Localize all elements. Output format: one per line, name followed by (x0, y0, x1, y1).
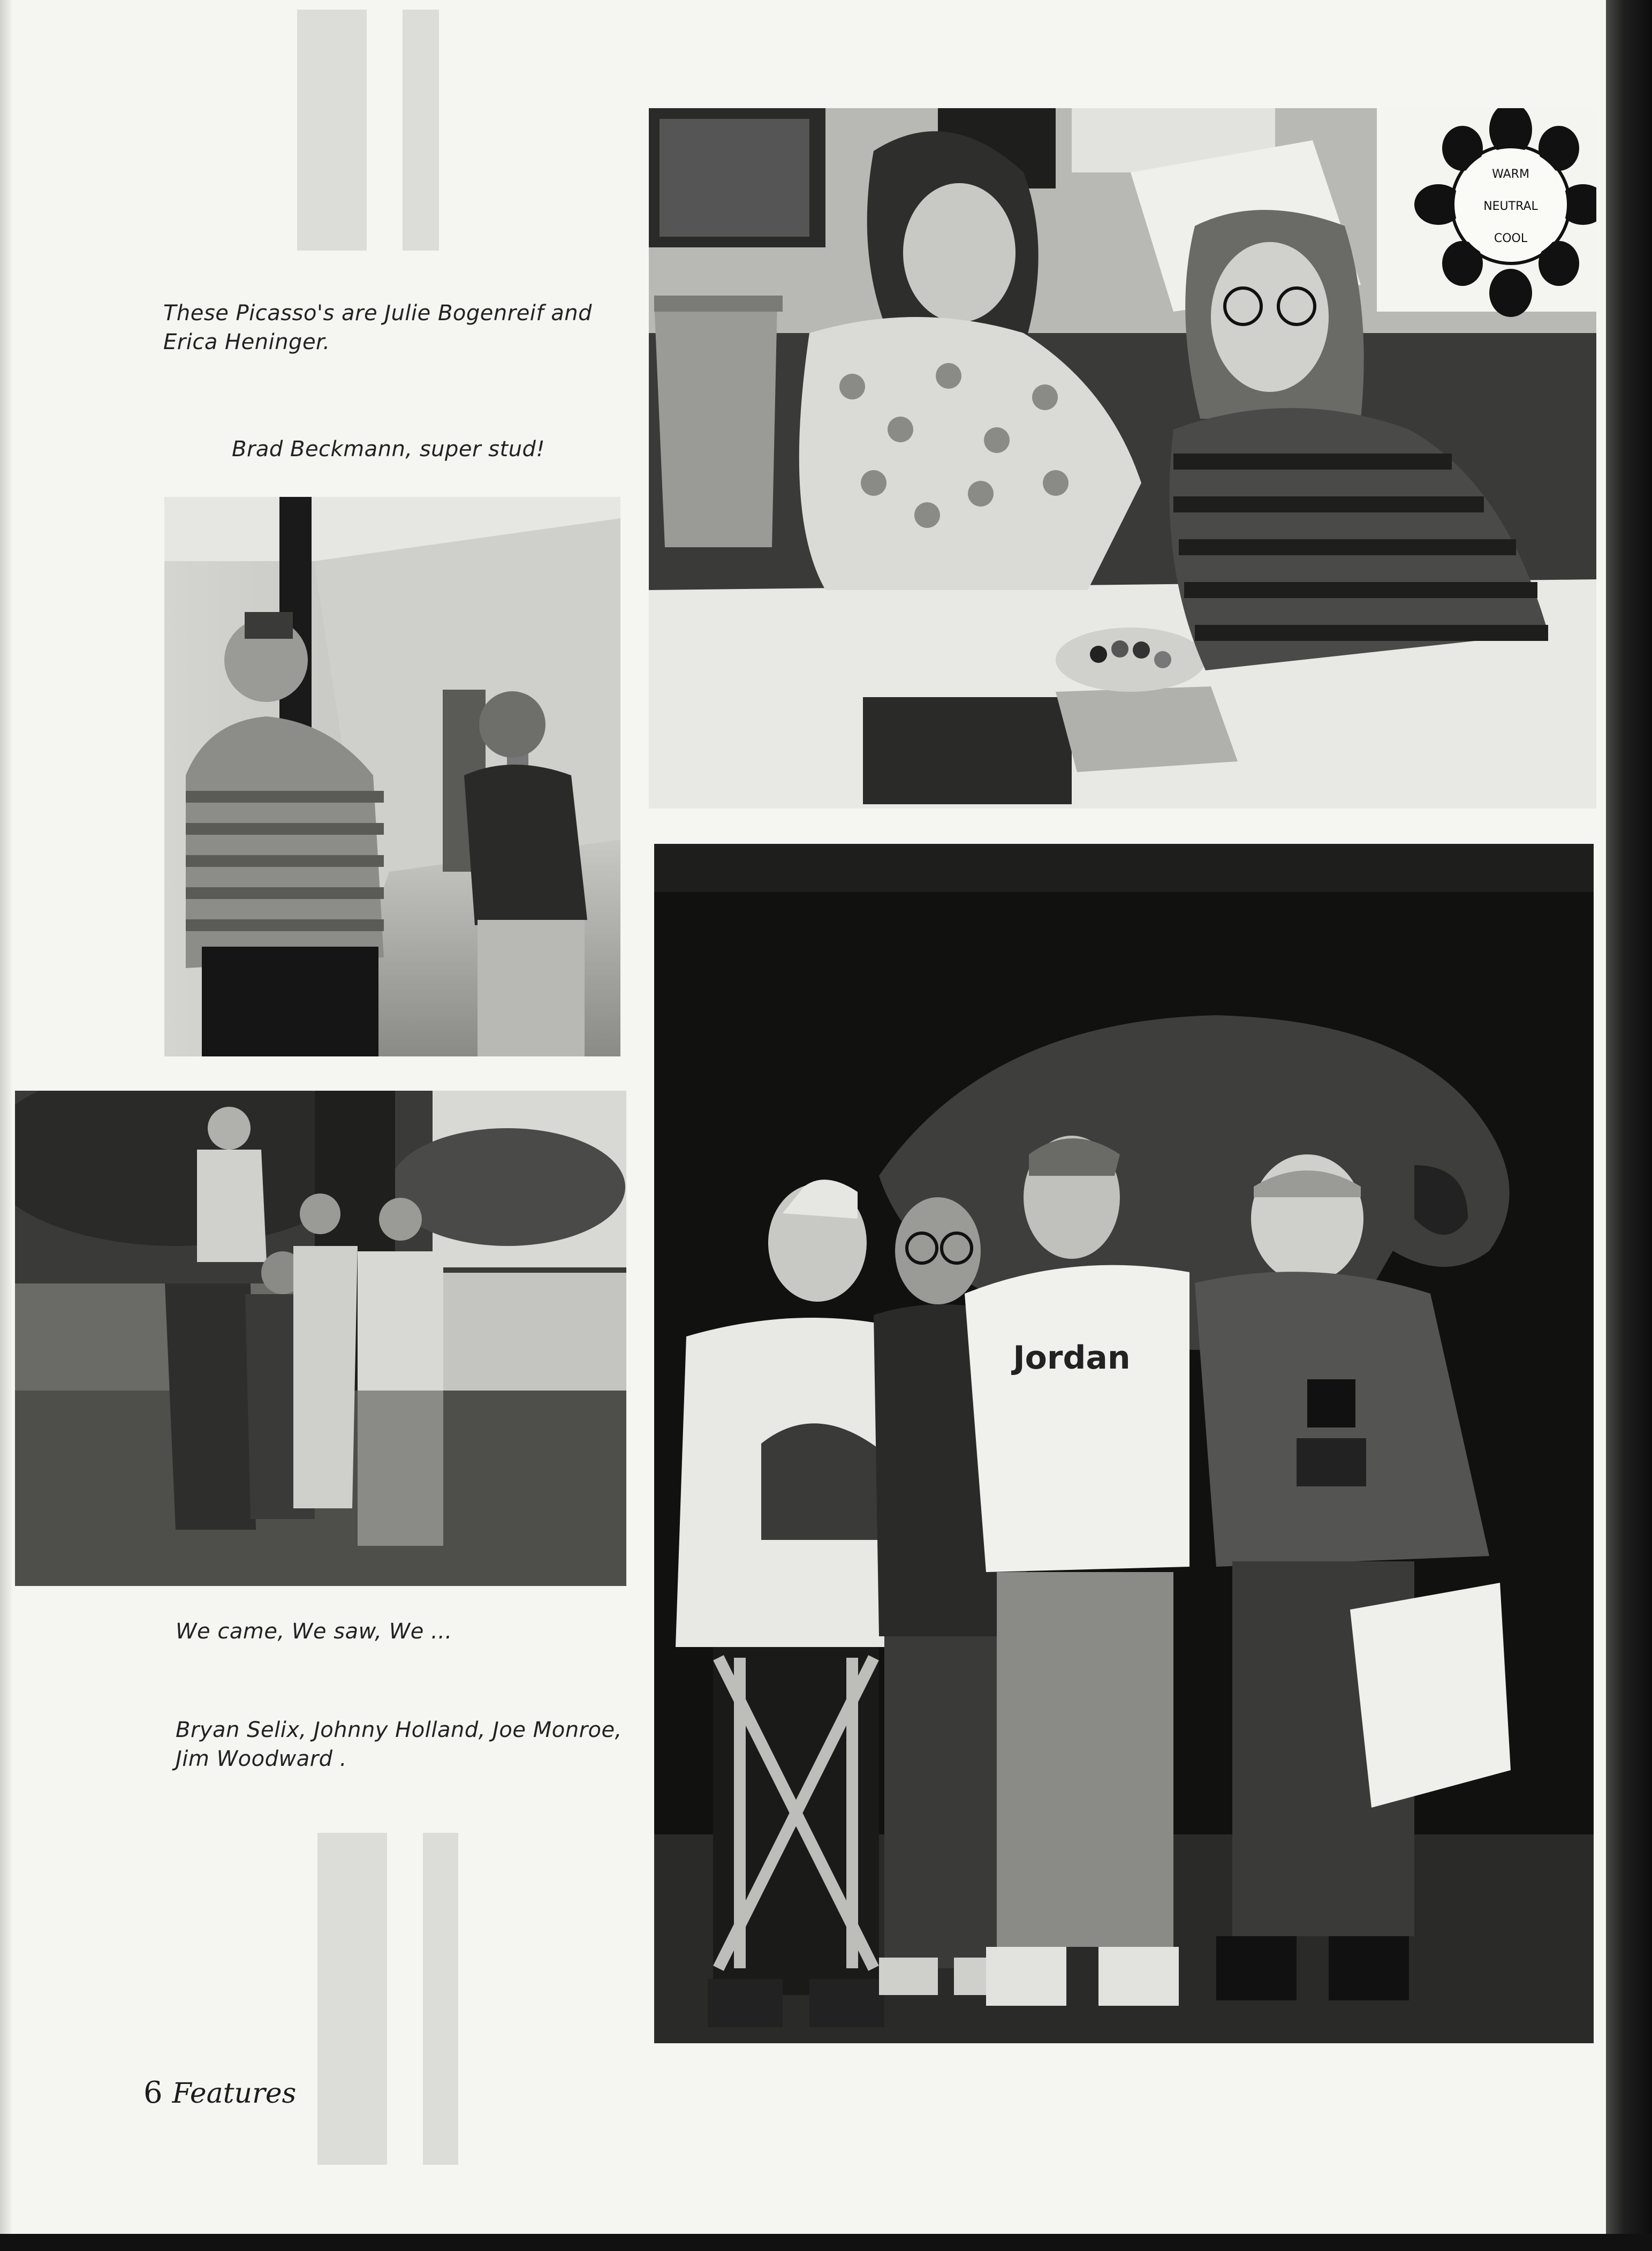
page-bottom-edge (0, 2234, 1652, 2251)
decorative-bar-top-right (403, 10, 439, 251)
section-title: Features (172, 2078, 297, 2110)
caption-we-came: We came, We saw, We ... (176, 1619, 452, 1644)
caption-names: Bryan Selix, Johnny Holland, Joe Monroe, Jim Woodward . (176, 1718, 622, 1771)
photo-hallway-brad-image (164, 497, 620, 1056)
decorative-bar-bottom-right (423, 1833, 458, 2165)
caption-brad: Brad Beckmann, super stud! (232, 437, 545, 462)
color-wheel-warm-label: WARM (1492, 168, 1529, 181)
photo-art-class (649, 108, 1596, 809)
page-number: 6 (143, 2075, 163, 2110)
photo-group-outdoors (15, 1091, 626, 1586)
photo-boys-bison-image (654, 844, 1594, 2043)
page-left-edge (0, 0, 12, 2251)
decorative-bar-top-left (297, 10, 367, 251)
caption-picasso: These Picasso's are Julie Bogenreif and Erica Heninger. (163, 301, 592, 354)
shirt-jordan-text: Jordan (1013, 1339, 1131, 1377)
color-wheel-neutral-label: NEUTRAL (1483, 200, 1538, 213)
photo-group-outdoors-image (15, 1091, 626, 1586)
page-binding-edge (1606, 0, 1652, 2251)
color-wheel-cool-label: COOL (1494, 232, 1528, 245)
photo-boys-bison (654, 844, 1594, 2043)
page-folio (143, 2075, 296, 2110)
decorative-bar-bottom-left (317, 1833, 387, 2165)
photo-art-class-image (649, 108, 1596, 809)
photo-hallway-brad (164, 497, 620, 1056)
